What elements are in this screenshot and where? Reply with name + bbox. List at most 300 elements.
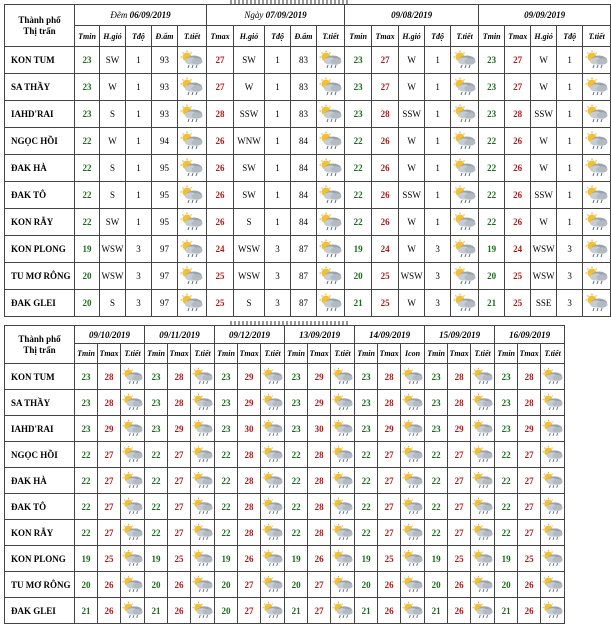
table-row bbox=[5, 290, 611, 317]
weather-cell bbox=[541, 442, 565, 468]
tmax-value: 28 bbox=[238, 520, 261, 546]
weather-cell bbox=[121, 442, 145, 468]
tmin-value: 23 bbox=[345, 47, 372, 74]
humidity-value: 83 bbox=[291, 47, 317, 74]
tmin-value: 20 bbox=[345, 263, 372, 290]
wind-level: 3 bbox=[425, 236, 451, 263]
weather-cell bbox=[471, 572, 495, 598]
sun-cloud-rain-icon bbox=[317, 239, 344, 259]
weather-cell bbox=[121, 364, 145, 390]
weather-cell bbox=[401, 442, 425, 468]
table-row bbox=[5, 520, 565, 546]
column-header: Tmax bbox=[448, 344, 471, 364]
sun-cloud-rain-icon bbox=[331, 575, 354, 594]
tmax-value: 27 bbox=[168, 520, 191, 546]
sun-cloud-rain-icon bbox=[401, 523, 424, 542]
tmin-value: 23 bbox=[75, 390, 98, 416]
day-date-header: 14/09/2019 bbox=[355, 326, 425, 344]
tmax-value: 29 bbox=[238, 364, 261, 390]
wind-direction: S bbox=[234, 290, 265, 317]
tmin-value: 22 bbox=[215, 494, 238, 520]
sun-cloud-rain-icon bbox=[178, 104, 206, 124]
day-date-header: 09/10/2019 bbox=[75, 326, 145, 344]
wind-level: 1 bbox=[557, 128, 583, 155]
wind-direction: W bbox=[399, 74, 425, 101]
weather-cell bbox=[451, 236, 479, 263]
tmin-value: 22 bbox=[345, 182, 372, 209]
weather-cell bbox=[261, 364, 285, 390]
column-header: T.tiết bbox=[541, 344, 565, 364]
tmax-value: 30 bbox=[238, 416, 261, 442]
sun-cloud-rain-icon bbox=[121, 445, 144, 464]
tmax-value: 25 bbox=[207, 290, 234, 317]
weather-cell bbox=[583, 182, 611, 209]
table-row bbox=[5, 598, 565, 624]
sun-cloud-rain-icon bbox=[583, 158, 610, 178]
sun-cloud-rain-icon bbox=[583, 266, 610, 286]
weather-cell bbox=[317, 209, 345, 236]
wind-direction: W bbox=[531, 47, 557, 74]
tmin-value: 23 bbox=[215, 390, 238, 416]
sun-cloud-rain-icon bbox=[121, 471, 144, 490]
tmax-value: 28 bbox=[98, 364, 121, 390]
wind-direction: SSW bbox=[234, 101, 265, 128]
tmin-value: 20 bbox=[75, 290, 100, 317]
tmax-value: 28 bbox=[518, 390, 541, 416]
humidity-value: 97 bbox=[152, 290, 178, 317]
table-row bbox=[5, 416, 565, 442]
weather-cell bbox=[401, 468, 425, 494]
weather-cell bbox=[178, 47, 207, 74]
weather-cell bbox=[178, 263, 207, 290]
wind-direction: S bbox=[234, 209, 265, 236]
tmax-value: 26 bbox=[505, 128, 531, 155]
table-row bbox=[5, 390, 565, 416]
tmin-value: 23 bbox=[479, 101, 505, 128]
wind-level: 3 bbox=[126, 236, 152, 263]
tmin-value: 23 bbox=[145, 390, 168, 416]
tmax-value: 27 bbox=[448, 520, 471, 546]
sun-cloud-rain-icon bbox=[317, 158, 344, 178]
tmin-value: 21 bbox=[345, 290, 372, 317]
wind-direction: WNW bbox=[234, 128, 265, 155]
table-row bbox=[5, 182, 611, 209]
tmin-value: 23 bbox=[75, 364, 98, 390]
column-header: T.tiết bbox=[471, 344, 495, 364]
wind-direction: W bbox=[100, 128, 126, 155]
weather-cell bbox=[121, 468, 145, 494]
tmin-value: 19 bbox=[495, 546, 518, 572]
period-date: 06/09/2019 bbox=[129, 10, 171, 20]
weather-cell bbox=[541, 416, 565, 442]
sun-cloud-rain-icon bbox=[331, 549, 354, 568]
wind-direction: S bbox=[100, 101, 126, 128]
table-row bbox=[5, 74, 611, 101]
period-date-header bbox=[345, 5, 479, 26]
tmin-value: 22 bbox=[75, 182, 100, 209]
weather-cell bbox=[191, 468, 215, 494]
column-header: Icon bbox=[401, 344, 425, 364]
weather-cell bbox=[317, 101, 345, 128]
tmin-value: 20 bbox=[355, 572, 378, 598]
wind-level: 3 bbox=[425, 290, 451, 317]
column-header: Tđộ bbox=[557, 26, 583, 47]
wind-direction: W bbox=[234, 74, 265, 101]
humidity-value: 84 bbox=[291, 182, 317, 209]
sun-cloud-rain-icon bbox=[583, 293, 610, 313]
tmin-value: 22 bbox=[425, 494, 448, 520]
tmin-value: 23 bbox=[345, 101, 372, 128]
sun-cloud-rain-icon bbox=[331, 419, 354, 438]
sun-cloud-rain-icon bbox=[583, 50, 610, 70]
city-header-line: Thị trấn bbox=[23, 344, 56, 355]
column-header: Tmin bbox=[75, 26, 100, 47]
wind-direction: W bbox=[399, 236, 425, 263]
tmin-value: 22 bbox=[75, 128, 100, 155]
weather-cell bbox=[191, 494, 215, 520]
sun-cloud-rain-icon bbox=[451, 131, 478, 151]
city-name: NGỌC HỒI bbox=[5, 128, 75, 155]
tmax-value: 28 bbox=[168, 390, 191, 416]
sun-cloud-rain-icon bbox=[191, 445, 214, 464]
tmax-value: 29 bbox=[98, 416, 121, 442]
weather-cell bbox=[471, 468, 495, 494]
sun-cloud-rain-icon bbox=[121, 419, 144, 438]
sun-cloud-rain-icon bbox=[583, 185, 610, 205]
sun-cloud-rain-icon bbox=[121, 549, 144, 568]
weather-cell bbox=[451, 290, 479, 317]
tmin-value: 22 bbox=[75, 520, 98, 546]
tmax-value: 26 bbox=[98, 598, 121, 624]
tmax-value: 29 bbox=[238, 390, 261, 416]
weather-cell bbox=[471, 442, 495, 468]
wind-level: 1 bbox=[425, 209, 451, 236]
wind-direction: WSW bbox=[234, 236, 265, 263]
wind-direction: W bbox=[100, 74, 126, 101]
wind-direction: WSW bbox=[531, 263, 557, 290]
sun-cloud-rain-icon bbox=[583, 131, 610, 151]
weather-cell bbox=[191, 546, 215, 572]
tmax-value: 28 bbox=[308, 442, 331, 468]
sun-cloud-rain-icon bbox=[471, 367, 494, 386]
table-row bbox=[5, 468, 565, 494]
tmin-value: 19 bbox=[215, 546, 238, 572]
weather-cell bbox=[331, 416, 355, 442]
day-date-header: 09/12/2019 bbox=[215, 326, 285, 344]
tmax-value: 27 bbox=[207, 47, 234, 74]
tmax-value: 27 bbox=[518, 494, 541, 520]
sun-cloud-rain-icon bbox=[191, 367, 214, 386]
sun-cloud-rain-icon bbox=[261, 497, 284, 516]
weather-cell bbox=[331, 598, 355, 624]
wind-direction: SW bbox=[234, 47, 265, 74]
period-prefix: Ngày bbox=[244, 10, 266, 20]
column-header: Tmin bbox=[355, 344, 378, 364]
weather-cell bbox=[541, 494, 565, 520]
wind-level: 3 bbox=[425, 263, 451, 290]
sun-cloud-rain-icon bbox=[178, 131, 206, 151]
city-name: IAHD'RAI bbox=[5, 416, 75, 442]
humidity-value: 97 bbox=[152, 263, 178, 290]
wind-direction: W bbox=[399, 155, 425, 182]
sun-cloud-rain-icon bbox=[583, 212, 610, 232]
tmin-value: 22 bbox=[479, 182, 505, 209]
sun-cloud-rain-icon bbox=[583, 104, 610, 124]
humidity-value: 87 bbox=[291, 290, 317, 317]
weather-cell bbox=[178, 236, 207, 263]
sun-cloud-rain-icon bbox=[331, 367, 354, 386]
column-header: Tmax bbox=[518, 344, 541, 364]
weather-cell bbox=[451, 47, 479, 74]
weather-cell bbox=[331, 364, 355, 390]
sun-cloud-rain-icon bbox=[317, 212, 344, 232]
wind-level: 1 bbox=[557, 101, 583, 128]
tmin-value: 19 bbox=[75, 546, 98, 572]
tmin-value: 22 bbox=[355, 468, 378, 494]
tmin-value: 22 bbox=[425, 520, 448, 546]
weather-cell bbox=[331, 572, 355, 598]
tmax-value: 27 bbox=[168, 494, 191, 520]
wind-level: 1 bbox=[126, 128, 152, 155]
tmax-value: 28 bbox=[238, 494, 261, 520]
sun-cloud-rain-icon bbox=[451, 77, 478, 97]
sun-cloud-rain-icon bbox=[331, 445, 354, 464]
weather-cell bbox=[331, 520, 355, 546]
weather-cell bbox=[583, 128, 611, 155]
sun-cloud-rain-icon bbox=[178, 239, 206, 259]
wind-direction: W bbox=[531, 209, 557, 236]
tmax-value: 28 bbox=[207, 101, 234, 128]
weather-cell bbox=[583, 47, 611, 74]
wind-level: 1 bbox=[425, 101, 451, 128]
wind-direction: WSW bbox=[100, 236, 126, 263]
weather-cell bbox=[331, 468, 355, 494]
sun-cloud-rain-icon bbox=[191, 419, 214, 438]
weather-cell bbox=[583, 101, 611, 128]
weather-cell bbox=[121, 390, 145, 416]
tmin-value: 22 bbox=[495, 520, 518, 546]
tmin-value: 22 bbox=[285, 468, 308, 494]
column-header: Tmax bbox=[168, 344, 191, 364]
tmax-value: 27 bbox=[505, 47, 531, 74]
wind-direction: SW bbox=[234, 182, 265, 209]
column-header: Tmin bbox=[345, 26, 372, 47]
table-row bbox=[5, 364, 565, 390]
weather-cell bbox=[178, 155, 207, 182]
weather-cell bbox=[261, 416, 285, 442]
period-date: 07/09/2019 bbox=[265, 10, 307, 20]
sun-cloud-rain-icon bbox=[317, 50, 344, 70]
sun-cloud-rain-icon bbox=[541, 471, 564, 490]
tmin-value: 22 bbox=[355, 520, 378, 546]
weather-cell bbox=[331, 494, 355, 520]
wind-direction: W bbox=[399, 290, 425, 317]
tmax-value: 26 bbox=[207, 128, 234, 155]
column-header: Tđộ bbox=[425, 26, 451, 47]
wind-direction: SSW bbox=[531, 182, 557, 209]
wind-level: 3 bbox=[557, 236, 583, 263]
tmin-value: 20 bbox=[479, 263, 505, 290]
weather-cell bbox=[471, 520, 495, 546]
weather-cell bbox=[317, 128, 345, 155]
column-header: T.tiết bbox=[451, 26, 479, 47]
tmax-value: 26 bbox=[448, 572, 471, 598]
tmax-value: 28 bbox=[308, 520, 331, 546]
sun-cloud-rain-icon bbox=[331, 523, 354, 542]
weather-cell bbox=[471, 598, 495, 624]
wind-direction: SW bbox=[234, 155, 265, 182]
tmin-value: 23 bbox=[495, 416, 518, 442]
sun-cloud-rain-icon bbox=[191, 497, 214, 516]
sun-cloud-rain-icon bbox=[541, 445, 564, 464]
sun-cloud-rain-icon bbox=[317, 266, 344, 286]
tmin-value: 19 bbox=[75, 236, 100, 263]
wind-direction: W bbox=[399, 47, 425, 74]
wind-level: 3 bbox=[126, 263, 152, 290]
sun-cloud-rain-icon bbox=[401, 549, 424, 568]
tmin-value: 22 bbox=[479, 128, 505, 155]
wind-level: 1 bbox=[425, 182, 451, 209]
sun-cloud-rain-icon bbox=[451, 266, 478, 286]
city-name: KON TUM bbox=[5, 47, 75, 74]
tmax-value: 27 bbox=[207, 74, 234, 101]
tmax-value: 28 bbox=[238, 468, 261, 494]
city-header-line: Thành phố bbox=[18, 333, 61, 344]
city-name: ĐAK GLEI bbox=[5, 290, 75, 317]
sun-cloud-rain-icon bbox=[121, 601, 144, 620]
city-name: SA THẦY bbox=[5, 390, 75, 416]
sun-cloud-rain-icon bbox=[451, 185, 478, 205]
tmax-value: 28 bbox=[378, 364, 401, 390]
tmin-value: 19 bbox=[479, 236, 505, 263]
sun-cloud-rain-icon bbox=[471, 393, 494, 412]
tmin-value: 22 bbox=[75, 209, 100, 236]
period-date: 09/08/2019 bbox=[391, 10, 433, 20]
weather-cell bbox=[471, 390, 495, 416]
sun-cloud-rain-icon bbox=[401, 367, 424, 386]
sun-cloud-rain-icon bbox=[261, 419, 284, 438]
tmax-value: 26 bbox=[378, 572, 401, 598]
column-header: Tmax bbox=[308, 344, 331, 364]
tmax-value: 27 bbox=[378, 468, 401, 494]
tmin-value: 22 bbox=[495, 442, 518, 468]
city-name: KON RẪY bbox=[5, 209, 75, 236]
column-header: T.tiết bbox=[331, 344, 355, 364]
tmax-value: 25 bbox=[505, 263, 531, 290]
wind-direction: SSW bbox=[399, 101, 425, 128]
tmin-value: 22 bbox=[75, 494, 98, 520]
humidity-value: 93 bbox=[152, 47, 178, 74]
wind-direction: W bbox=[531, 128, 557, 155]
sun-cloud-rain-icon bbox=[451, 50, 478, 70]
tmax-value: 29 bbox=[448, 416, 471, 442]
sun-cloud-rain-icon bbox=[451, 293, 478, 313]
tmax-value: 24 bbox=[505, 236, 531, 263]
tmax-value: 26 bbox=[207, 209, 234, 236]
wind-direction: SSW bbox=[399, 182, 425, 209]
tmin-value: 23 bbox=[285, 364, 308, 390]
tmax-value: 26 bbox=[372, 155, 399, 182]
tmin-value: 22 bbox=[145, 520, 168, 546]
weather-cell bbox=[451, 263, 479, 290]
tmax-value: 27 bbox=[168, 468, 191, 494]
weather-cell bbox=[541, 390, 565, 416]
tmax-value: 27 bbox=[378, 494, 401, 520]
wind-direction: WSW bbox=[234, 263, 265, 290]
tmax-value: 28 bbox=[518, 364, 541, 390]
sun-cloud-rain-icon bbox=[331, 497, 354, 516]
sun-cloud-rain-icon bbox=[261, 367, 284, 386]
tmax-value: 25 bbox=[98, 546, 121, 572]
day-date-header: 15/09/2019 bbox=[425, 326, 495, 344]
weather-cell bbox=[191, 598, 215, 624]
tmax-value: 27 bbox=[448, 468, 471, 494]
column-header: T.tiết bbox=[178, 26, 207, 47]
wind-level: 1 bbox=[425, 155, 451, 182]
wind-level: 3 bbox=[126, 290, 152, 317]
weather-cell bbox=[541, 546, 565, 572]
sun-cloud-rain-icon bbox=[191, 471, 214, 490]
sun-cloud-rain-icon bbox=[178, 185, 206, 205]
wind-level: 1 bbox=[265, 74, 291, 101]
sun-cloud-rain-icon bbox=[191, 549, 214, 568]
column-header: Tmin bbox=[75, 344, 98, 364]
sun-cloud-rain-icon bbox=[541, 523, 564, 542]
tmax-value: 25 bbox=[448, 546, 471, 572]
wind-level: 1 bbox=[265, 155, 291, 182]
day-date-header: 13/09/2019 bbox=[285, 326, 355, 344]
weather-cell bbox=[178, 182, 207, 209]
tmax-value: 26 bbox=[518, 598, 541, 624]
weather-cell bbox=[261, 494, 285, 520]
tmax-value: 26 bbox=[505, 155, 531, 182]
wind-level: 1 bbox=[557, 74, 583, 101]
tmin-value: 19 bbox=[355, 546, 378, 572]
wind-level: 1 bbox=[126, 182, 152, 209]
sun-cloud-rain-icon bbox=[541, 367, 564, 386]
tmin-value: 21 bbox=[495, 598, 518, 624]
table-row bbox=[5, 209, 611, 236]
wind-level: 3 bbox=[265, 236, 291, 263]
city-header-line: Thị trấn bbox=[23, 25, 56, 36]
wind-level: 1 bbox=[557, 47, 583, 74]
wind-direction: WSW bbox=[100, 263, 126, 290]
weather-cell bbox=[451, 74, 479, 101]
column-header: Tmin bbox=[479, 26, 505, 47]
table-row bbox=[5, 572, 565, 598]
sun-cloud-rain-icon bbox=[471, 575, 494, 594]
tmax-value: 25 bbox=[378, 546, 401, 572]
tmax-value: 26 bbox=[372, 209, 399, 236]
weather-cell bbox=[317, 263, 345, 290]
weather-cell bbox=[583, 209, 611, 236]
wind-direction: SSE bbox=[531, 290, 557, 317]
weather-cell bbox=[401, 364, 425, 390]
weather-cell bbox=[261, 598, 285, 624]
tmax-value: 26 bbox=[372, 128, 399, 155]
weather-cell bbox=[451, 155, 479, 182]
sun-cloud-rain-icon bbox=[331, 393, 354, 412]
sun-cloud-rain-icon bbox=[471, 497, 494, 516]
tmax-value: 27 bbox=[238, 598, 261, 624]
tmin-value: 22 bbox=[145, 442, 168, 468]
sun-cloud-rain-icon bbox=[191, 393, 214, 412]
sun-cloud-rain-icon bbox=[471, 549, 494, 568]
tmax-value: 27 bbox=[98, 494, 121, 520]
table-row bbox=[5, 494, 565, 520]
wind-direction: S bbox=[100, 290, 126, 317]
tmin-value: 23 bbox=[215, 364, 238, 390]
